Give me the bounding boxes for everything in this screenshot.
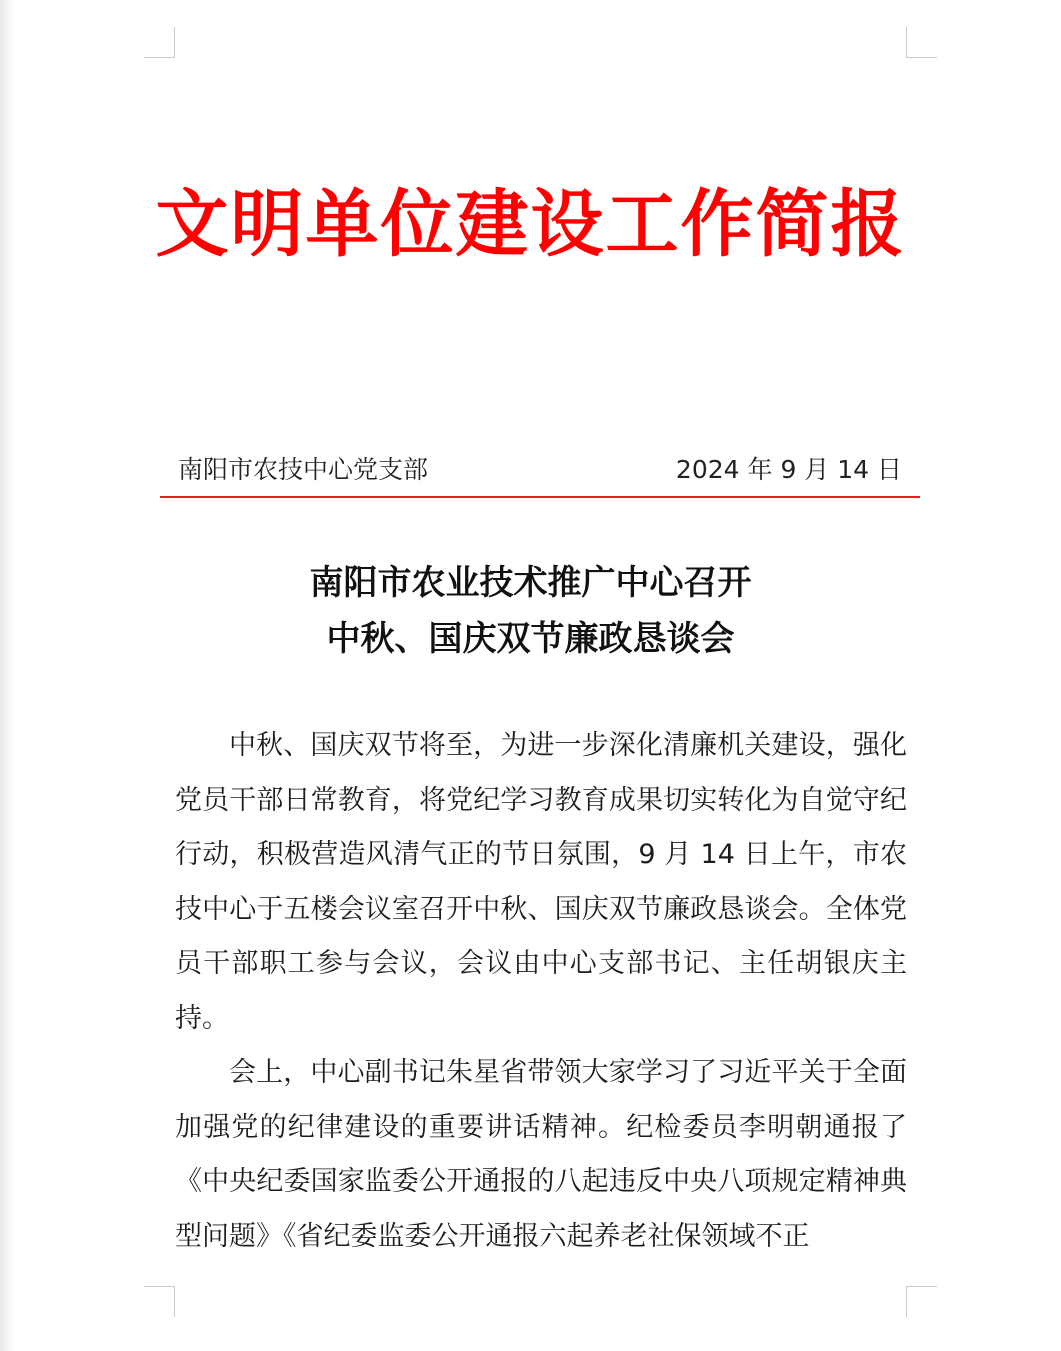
red-divider-line (160, 496, 920, 498)
margin-mark-top-left (144, 27, 175, 58)
issuing-organization: 南阳市农技中心党支部 (178, 455, 429, 484)
paragraph-1: 中秋、国庆双节将至，为进一步深化清廉机关建设，强化党员干部日常教育，将党纪学习教育成果切实转化为自觉守纪行动，积极营造风清气正的节日氛围，9 月 14 日上午，市农技中心于五楼会议室召开中秋、国庆双节廉政恳谈会。全体党员干部职工参与会议，会议由中心支部书记、主任胡银庆主持。 (175, 730, 907, 1034)
article-body (175, 719, 907, 1264)
bulletin-masthead: 文明单位建设工作简报 (155, 182, 906, 267)
margin-mark-top-right (906, 27, 937, 58)
issuer-info-row (178, 452, 902, 488)
paragraph-2: 会上，中心副书记朱星省带领大家学习了习近平关于全面加强党的纪律建设的重要讲话精神。纪检委员李明朝通报了《中央纪委国家监委公开通报的八起违反中央八项规定精神典型问题》《省纪委监委公开通报六起养老社保领域不正 (175, 1057, 907, 1252)
article-headline (0, 555, 1061, 667)
margin-mark-bottom-left (144, 1286, 175, 1317)
headline-line-2: 中秋、国庆双节廉政恳谈会 (326, 619, 735, 659)
issue-date: 2024 年 9 月 14 日 (675, 455, 902, 484)
headline-line-1: 南阳市农业技术推广中心召开 (309, 563, 752, 603)
margin-mark-bottom-right (906, 1286, 937, 1317)
